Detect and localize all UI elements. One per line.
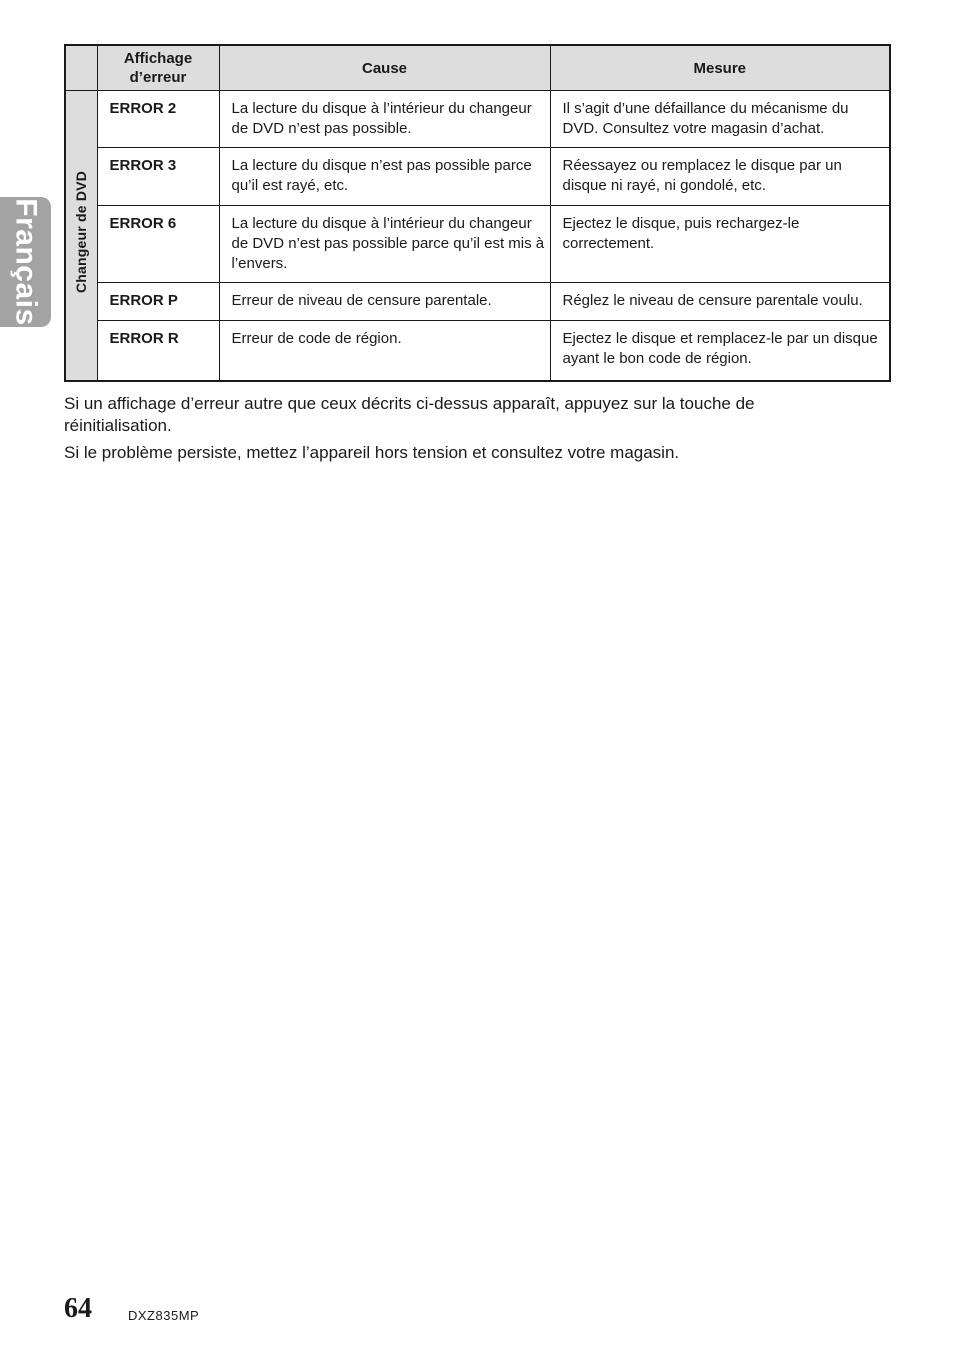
header-group-cell: [65, 45, 97, 91]
header-cause: Cause: [219, 45, 550, 91]
table-row: [65, 206, 890, 283]
page-number: 64: [64, 1293, 92, 1324]
header-display: Affichage d’erreur: [97, 45, 219, 91]
table-header-row: [65, 45, 890, 91]
error-code: ERROR 2: [97, 91, 219, 148]
error-table: [64, 44, 891, 382]
note-paragraph: Si le problème persiste, mettez l’appareil hors tension et consultez votre magasin.: [64, 443, 680, 462]
cause-cell: Erreur de code de région.: [219, 321, 550, 381]
group-label: Changeur de DVD: [73, 171, 90, 294]
note-paragraph: Si un affichage d’erreur autre que ceux décrits ci-dessus apparaît, appuyez sur la touche de réinitialisation.: [64, 394, 755, 435]
measure-cell: Réglez le niveau de censure parentale voulu.: [550, 283, 890, 321]
error-code: ERROR R: [97, 321, 219, 381]
measure-cell: Il s’agit d’une défaillance du mécanisme du DVD. Consultez votre magasin d’achat.: [550, 91, 890, 148]
error-code: ERROR 3: [97, 148, 219, 206]
table-row: [65, 148, 890, 206]
group-cell: [65, 91, 97, 381]
table-row: [65, 321, 890, 381]
measure-cell: Réessayez ou remplacez le disque par un disque ni rayé, ni gondolé, etc.: [550, 148, 890, 206]
measure-cell: Ejectez le disque, puis rechargez-le correctement.: [550, 206, 890, 283]
table-row: [65, 283, 890, 321]
language-tab: [0, 197, 51, 327]
cause-cell: La lecture du disque à l’intérieur du changeur de DVD n’est pas possible.: [219, 91, 550, 148]
header-measure: Mesure: [550, 45, 890, 91]
cause-cell: La lecture du disque à l’intérieur du changeur de DVD n’est pas possible parce qu’il est mis à l’envers.: [219, 206, 550, 283]
model-name: DXZ835MP: [128, 1308, 200, 1323]
error-code: ERROR P: [97, 283, 219, 321]
error-code: ERROR 6: [97, 206, 219, 283]
cause-cell: Erreur de niveau de censure parentale.: [219, 283, 550, 321]
measure-cell: Ejectez le disque et remplacez-le par un disque ayant le bon code de région.: [550, 321, 890, 381]
language-tab-label: Français: [9, 198, 43, 326]
notes-section: [64, 393, 864, 469]
cause-cell: La lecture du disque n’est pas possible parce qu’il est rayé, etc.: [219, 148, 550, 206]
table-row: [65, 91, 890, 148]
